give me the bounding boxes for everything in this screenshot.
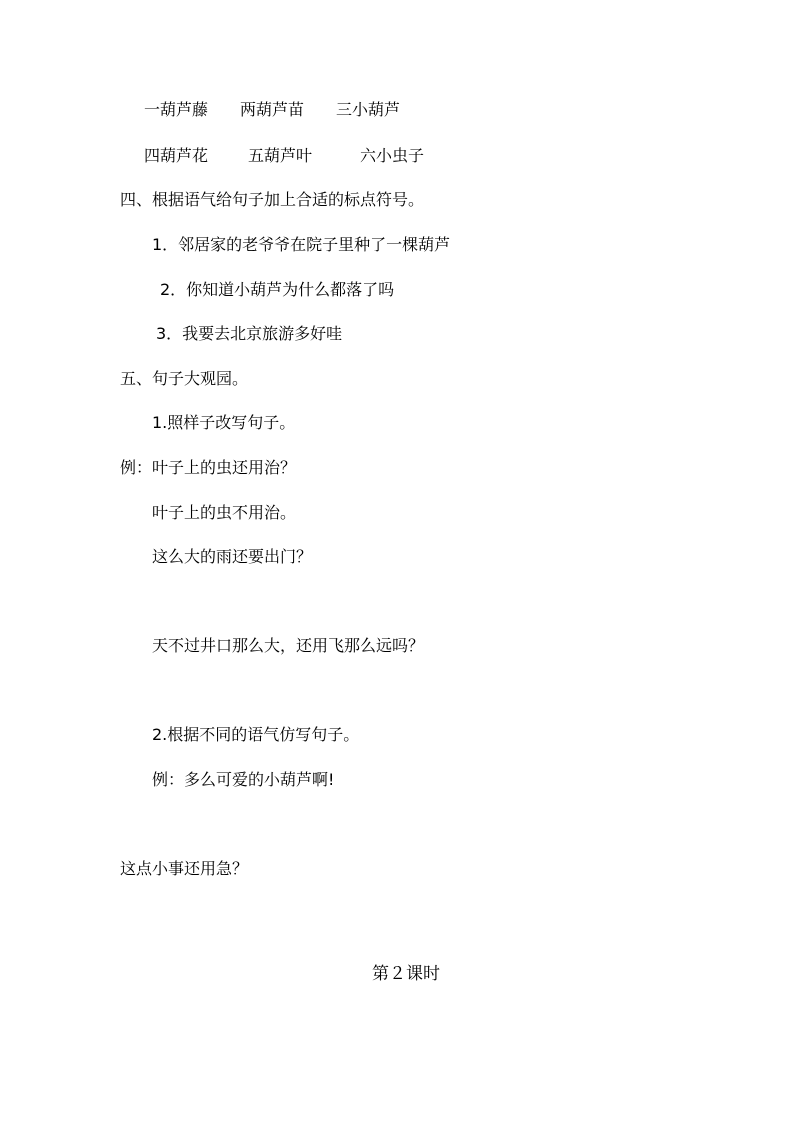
example-line: 例：多么可爱的小葫芦啊! — [152, 770, 335, 789]
question-item: 3．我要去北京旅游多好哇 — [156, 324, 343, 343]
word-item: 六小虫子 — [360, 146, 425, 165]
sub-heading: 2.根据不同的语气仿写句子。 — [152, 725, 360, 744]
question-item: 这点小事还用急？ — [120, 859, 249, 878]
word-item: 一葫芦藤 — [144, 100, 209, 119]
sub-heading: 1.照样子改写句子。 — [152, 413, 296, 432]
question-item: 2．你知道小葫芦为什么都落了吗 — [160, 280, 395, 299]
word-item: 三小葫芦 — [336, 100, 401, 119]
word-item: 四葫芦花 — [144, 146, 209, 165]
question-item: 天不过井口那么大，还用飞那么远吗？ — [152, 636, 425, 655]
lesson-title: 第２课时 — [372, 964, 440, 984]
word-item: 五葫芦叶 — [248, 146, 313, 165]
question-item: 这么大的雨还要出门？ — [152, 547, 313, 566]
word-item: 两葫芦苗 — [240, 100, 305, 119]
example-line: 例：叶子上的虫还用治？ — [120, 458, 297, 477]
section-heading: 四、根据语气给句子加上合适的标点符号。 — [120, 190, 425, 209]
example-answer: 叶子上的虫不用治。 — [152, 503, 297, 522]
section-heading: 五、句子大观园。 — [120, 369, 249, 388]
question-item: 1．邻居家的老爷爷在院子里种了一棵葫芦 — [152, 235, 451, 254]
